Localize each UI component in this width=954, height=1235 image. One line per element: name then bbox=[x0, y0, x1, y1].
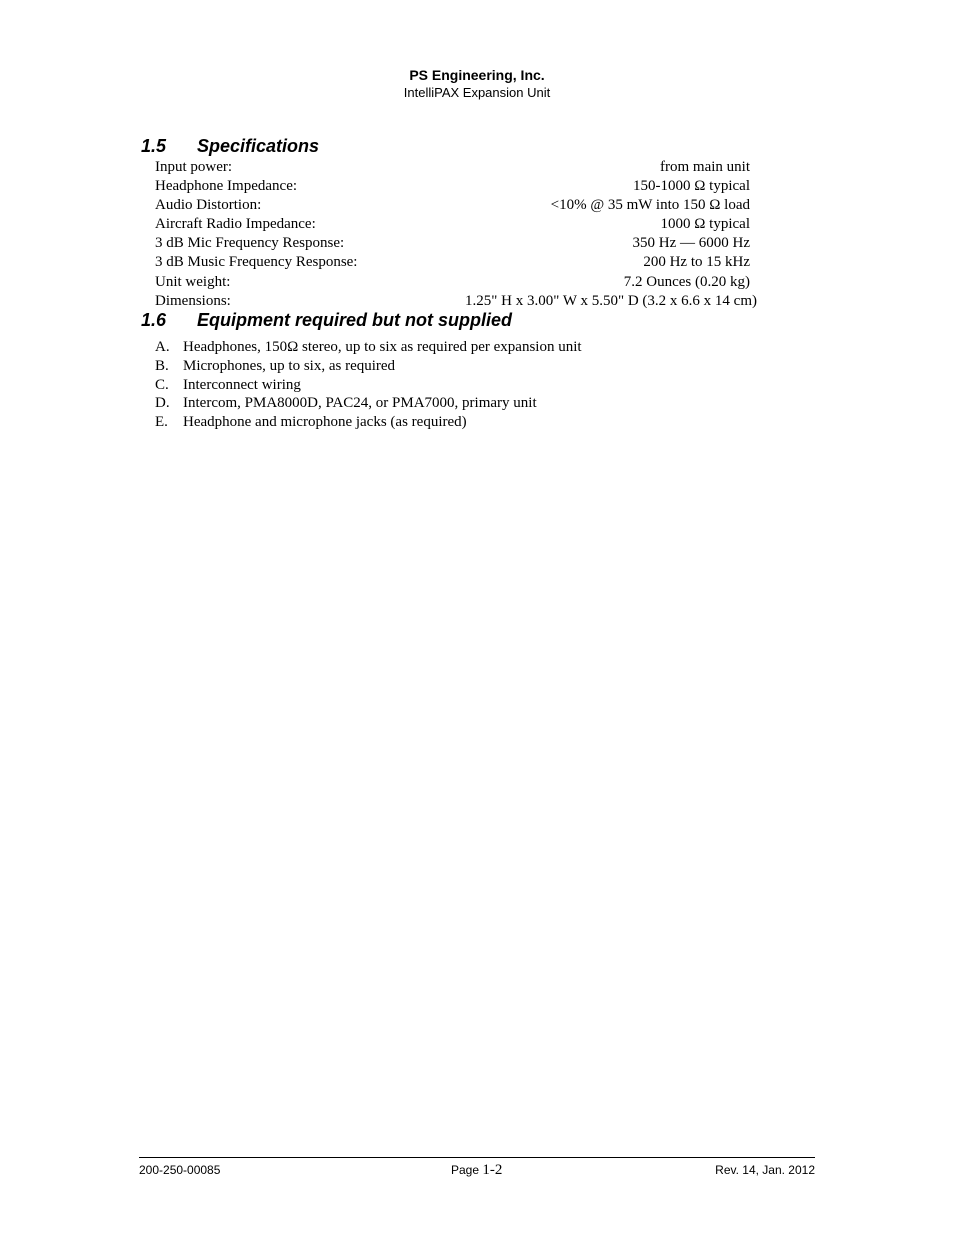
spec-value: 150-1000 Ω typical bbox=[633, 178, 750, 195]
specifications-table bbox=[155, 158, 757, 311]
spec-row bbox=[155, 253, 757, 272]
page-indicator bbox=[451, 1161, 502, 1179]
spec-label: 3 dB Music Frequency Response: bbox=[155, 254, 358, 271]
spec-row bbox=[155, 177, 757, 196]
spec-row bbox=[155, 273, 757, 292]
spec-row bbox=[155, 292, 757, 311]
spec-label: Headphone Impedance: bbox=[155, 178, 298, 195]
spec-row bbox=[155, 234, 757, 253]
spec-row bbox=[155, 196, 757, 215]
spec-value: 7.2 Ounces (0.20 kg) bbox=[623, 273, 750, 290]
company-name: PS Engineering, Inc. bbox=[409, 67, 545, 83]
spec-value: <10% @ 35 mW into 150 Ω load bbox=[550, 197, 750, 214]
page-label: Page bbox=[451, 1163, 480, 1177]
section-number: 1.5 bbox=[141, 136, 167, 156]
page-footer bbox=[139, 1161, 815, 1179]
spec-value: 1.25" H x 3.00" W x 5.50" D (3.2 x 6.6 x 14 cm) bbox=[465, 292, 757, 309]
equipment-list bbox=[155, 338, 582, 432]
spec-value: 350 Hz — 6000 Hz bbox=[632, 235, 750, 252]
spec-label: Audio Distortion: bbox=[155, 197, 262, 214]
list-item-letter: A. bbox=[155, 339, 170, 355]
list-item-text: Interconnect wiring bbox=[183, 376, 301, 393]
list-item-text: Microphones, up to six, as required bbox=[183, 357, 396, 374]
list-item bbox=[155, 376, 582, 395]
list-item-text: Headphones, 150Ω stereo, up to six as required per expansion unit bbox=[183, 339, 582, 355]
section-title: Equipment required but not supplied bbox=[197, 310, 512, 330]
section-number: 1.6 bbox=[141, 310, 167, 330]
list-item-letter: C. bbox=[155, 376, 169, 393]
list-item-text: Headphone and microphone jacks (as required) bbox=[183, 414, 467, 431]
spec-label: Input power: bbox=[155, 159, 233, 175]
footer-divider bbox=[139, 1157, 815, 1158]
spec-row bbox=[155, 215, 757, 234]
page-number: 1-2 bbox=[482, 1162, 503, 1178]
section-title: Specifications bbox=[197, 136, 320, 156]
list-item-letter: E. bbox=[155, 414, 168, 431]
spec-value: 200 Hz to 15 kHz bbox=[643, 254, 750, 271]
spec-value: 1000 Ω typical bbox=[660, 216, 750, 233]
list-item-letter: D. bbox=[155, 395, 170, 412]
document-number: 200-250-00085 bbox=[139, 1163, 221, 1177]
spec-value: from main unit bbox=[660, 159, 750, 175]
section-heading-equipment bbox=[141, 309, 512, 331]
list-item bbox=[155, 357, 582, 376]
spec-label: Aircraft Radio Impedance: bbox=[155, 216, 316, 233]
list-item-text: Intercom, PMA8000D, PAC24, or PMA7000, primary unit bbox=[183, 395, 537, 412]
page-header bbox=[0, 66, 954, 101]
list-item bbox=[155, 394, 582, 413]
spec-row bbox=[155, 158, 757, 177]
list-item bbox=[155, 338, 582, 357]
list-item bbox=[155, 413, 582, 432]
revision-label: Rev. 14, Jan. 2012 bbox=[715, 1163, 815, 1177]
product-name: IntelliPAX Expansion Unit bbox=[403, 85, 551, 100]
spec-label: Dimensions: bbox=[155, 292, 231, 309]
section-heading-specifications bbox=[141, 135, 319, 157]
list-item-letter: B. bbox=[155, 357, 169, 374]
spec-label: 3 dB Mic Frequency Response: bbox=[155, 235, 345, 252]
spec-label: Unit weight: bbox=[155, 273, 231, 290]
